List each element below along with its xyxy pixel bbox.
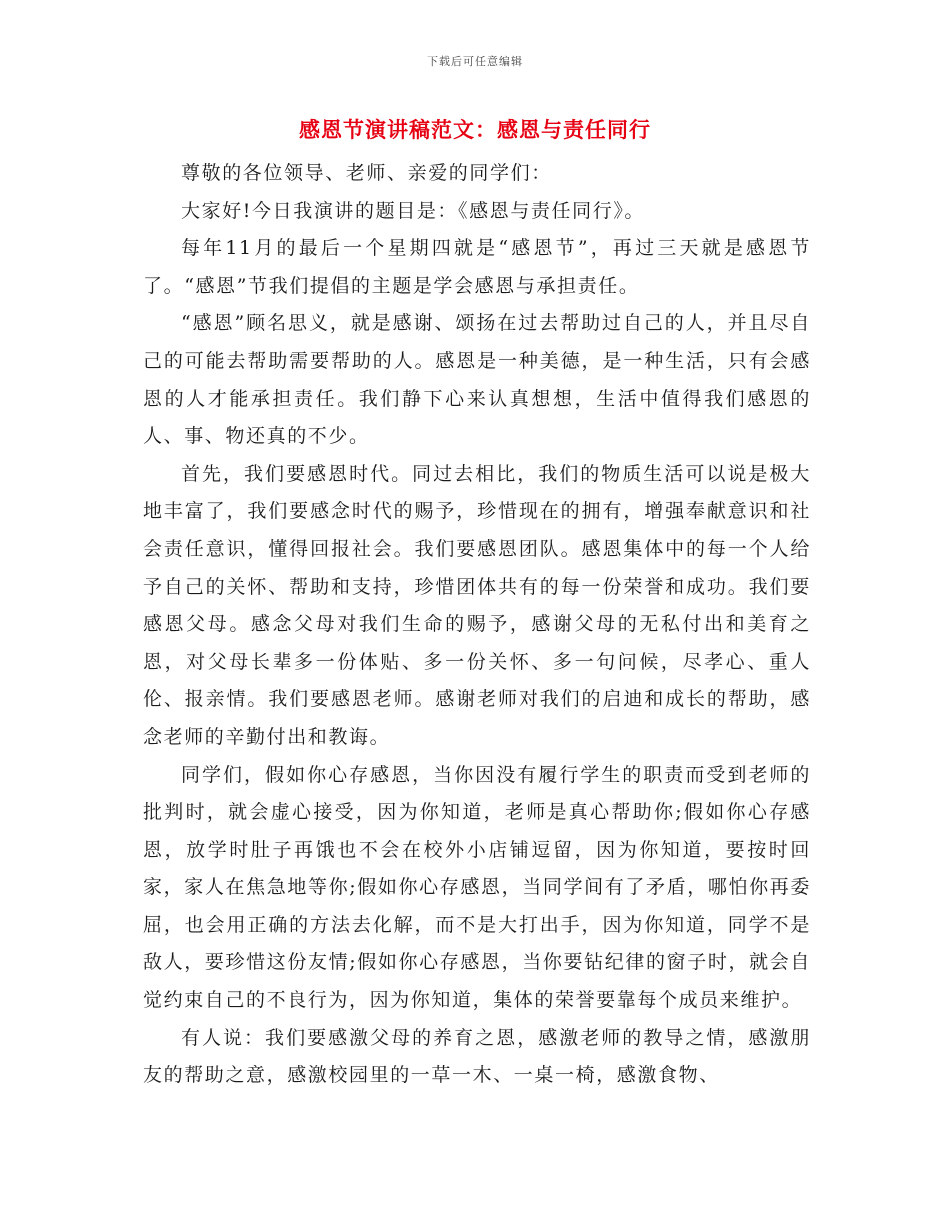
salutation: 尊敬的各位领导、老师、亲爱的同学们： bbox=[181, 162, 552, 184]
body-paragraph: “感恩”顾名思义，就是感谢、颂扬在过去帮助过自己的人，并且尽自己的可能去帮助需要帮助的人。感恩是一种美德，是一种生活，只有会感恩的人才能承担责任。我们静下心来认真想想，生活中值得我们感恩的人、事、物还真的不少。 bbox=[143, 312, 811, 448]
body-paragraph: 每年11月的最后一个星期四就是“感恩节”，再过三天就是感恩节了。“感恩”节我们提倡的主题是学会感恩与承担责任。 bbox=[143, 237, 811, 297]
body-paragraph: 有人说：我们要感激父母的养育之恩，感激老师的教导之情，感激朋友的帮助之意，感激校园里的一草一木、一桌一椅，感激食物、 bbox=[143, 1026, 811, 1087]
body-paragraph: 首先，我们要感恩时代。同过去相比，我们的物质生活可以说是极大地丰富了，我们要感念时代的赐予，珍惜现在的拥有，增强奉献意识和社会责任意识，懂得回报社会。我们要感恩团队。感恩集体中的每一个人给予自己的关怀、帮助和支持，珍惜团体共有的每一份荣誉和成功。我们要感恩父母。感念父母对我们生命的赐予，感谢父母的无私付出和美育之恩，对父母长辈多一份体贴、多一份关怀、多一句问候，尽孝心、重人伦、报亲情。我们要感恩老师。感谢老师对我们的启迪和成长的帮助，感念老师的辛勤付出和教诲。 bbox=[143, 462, 811, 748]
document-body bbox=[143, 155, 811, 1095]
body-paragraph: 大家好!今日我演讲的题目是：《感恩与责任同行》。 bbox=[181, 199, 646, 222]
page-title: 感恩节演讲稿范文：感恩与责任同行 bbox=[299, 117, 651, 142]
body-paragraph: 同学们，假如你心存感恩，当你因没有履行学生的职责而受到老师的批判时，就会虚心接受，因为你知道，老师是真心帮助你;假如你心存感恩，放学时肚子再饿也不会在校外小店铺逗留，因为你知道，要按时回家，家人在焦急地等你;假如你心存感恩，当同学间有了矛盾，哪怕你再委屈，也会用正确的方法去化解，而不是大打出手，因为你知道，同学不是敌人，要珍惜这份友情;假如你心存感恩，当你要钻纪律的窗子时，就会自觉约束自己的不良行为，因为你知道，集体的荣誉要靠每个成员来维护。 bbox=[143, 763, 811, 1012]
header-note: 下载后可任意编辑 bbox=[427, 55, 523, 68]
